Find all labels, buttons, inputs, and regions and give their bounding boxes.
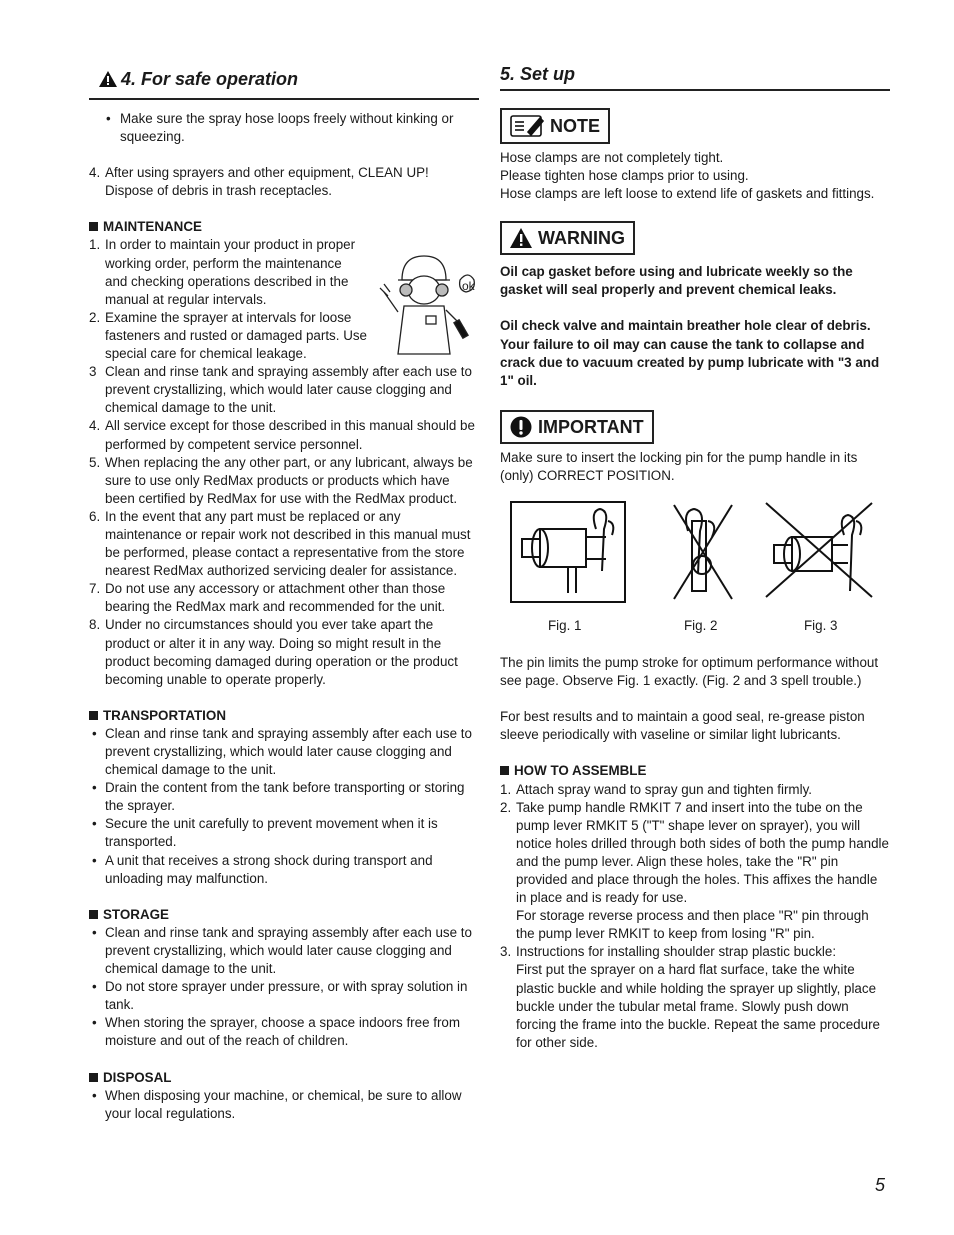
disposal-list [89, 1087, 479, 1123]
transportation-heading: TRANSPORTATION [89, 707, 479, 725]
storage-list [89, 924, 479, 1051]
list-item: • When storing the sprayer, choose a space indoors free from moisture and out of the reach of children. [92, 1015, 461, 1049]
list-item: • Drain the content from the tank before transporting or storing the sprayer. [92, 780, 465, 814]
list-item: 7. Do not use any accessory or attachment other than those bearing the RedMax mark and recommended for the unit. [89, 581, 446, 615]
list-item [89, 164, 479, 200]
note-label: NOTE [550, 116, 601, 136]
grease-paragraph: For best results and to maintain a good seal, re-grease piston sleeve periodically with vaseline or similar light lubricants. [500, 709, 865, 743]
transportation-list [89, 725, 479, 888]
list-item: • When disposing your machine, or chemical, be sure to allow your local regulations. [92, 1087, 462, 1121]
list-item: • Do not store sprayer under pressure, or with spray solution in tank. [92, 979, 468, 1013]
figure-2-caption: Fig. 2 [684, 618, 718, 634]
list-item: 8. Under no circumstances should you ever take apart the product or alter it in any way. Doing so might result in the product becoming damaged during operation or the product becoming unable to operate properly. [89, 617, 458, 687]
warning-label: WARNING [538, 228, 625, 249]
pin-paragraph: The pin limits the pump stroke for optimum performance without see page. Observe Fig. 1 exactly. (Fig. 2 and 3 spell trouble.) [500, 655, 879, 689]
section-heading-setup [500, 60, 890, 91]
list-item: 1. In order to maintain your product in proper working order, perform the maintenance and checking operations described in the manual at regular intervals. [89, 237, 356, 307]
list-item: 5. When replacing the any other part, or any lubricant, always be sure to use only RedMax products or products which have been certified by RedMax for use with the RedMax product. [89, 454, 473, 506]
note-icon [510, 114, 544, 138]
storage-heading: STORAGE [89, 906, 479, 924]
list-item-text: After using sprayers and other equipment, CLEAN UP! Dispose of debris in trash receptacles. [105, 165, 429, 199]
list-item: • Secure the unit carefully to prevent movement when it is transported. [92, 816, 438, 850]
figure-2-incorrect [672, 501, 734, 608]
section-heading-text: 4. For safe operation [121, 69, 299, 89]
figure-3-incorrect [764, 501, 874, 608]
list-item-text: Make sure the spray hose loops freely without kinking or squeezing. [120, 111, 454, 145]
list-item: 2. Examine the sprayer at intervals for loose fasteners and rusted or damaged parts. Use special care for chemical leakage. [89, 309, 368, 362]
worker-illustration [378, 250, 478, 363]
left-column [89, 60, 479, 1123]
list-item: 2. Take pump handle RMKIT 7 and insert into the tube on the pump lever RMKIT 5 ("T" shape lever on sprayer), you will notice holes drilled through both sides of both the pump handle and the pump lever. Align these holes, take the "R" pin provided and place through the holes. This affixes the handle in place and is ready for use. For storage reverse process and then place "R" pin through the pump lever RMKIT to keep from losing "R" pin. [500, 799, 889, 942]
warning-triangle-icon [510, 228, 532, 248]
list-item: 3 Clean and rinse tank and spraying assembly after each use to prevent crystallizing, which would later cause clogging and chemical damage to the unit. [89, 364, 472, 416]
exclamation-icon [510, 416, 532, 438]
list-item: 1. Attach spray wand to spray gun and tighten firmly. [500, 781, 812, 797]
list-item: 3. Instructions for installing shoulder strap plastic buckle: First put the sprayer on a hard flat surface, take the white plastic buckle and while holding the sprayer up slightly, place buckle under the tubular metal frame. Slowly push down forcing the frame into the buckle. Repeat the same procedure for other side. [500, 944, 880, 1050]
list-item: • Clean and rinse tank and spraying assembly after each use to prevent crystallizing, which would later cause clogging and chemical damage to the unit. [92, 725, 472, 778]
bullet: • [106, 111, 111, 126]
list-item: • A unit that receives a strong shock during transport and unloading may malfunction. [92, 852, 433, 886]
assemble-list [500, 781, 890, 1052]
svg-text:ok: ok [462, 279, 475, 293]
list-item: 6. In the event that any part must be replaced or any maintenance or repair work not described in this manual must be performed, please contact a representative from the store nearest RedMax authorized servicing dealer for assistance. [89, 508, 471, 579]
maintenance-heading: MAINTENANCE [89, 218, 479, 236]
warning-callout [500, 221, 635, 255]
right-column [500, 60, 890, 1052]
important-text: Make sure to insert the locking pin for the pump handle in its (only) CORRECT POSITION. [500, 449, 858, 483]
warning-triangle-icon [99, 70, 117, 92]
item-number: 4. [89, 165, 101, 181]
disposal-heading: DISPOSAL [89, 1069, 479, 1087]
figure-1-correct [510, 501, 626, 608]
warning-paragraph: Oil check valve and maintain breather hole clear of debris. Your failure to oil may can cause the tank to collapse and crack due to vacuum created by pump lubricate with "3 and 1" oil. [500, 318, 880, 388]
warning-paragraph: Oil cap gasket before using and lubricate weekly so the gasket will seal properly and prevent chemical leaks. [500, 264, 853, 298]
note-text: Hose clamps are not completely tight. Please tighten hose clamps prior to using. Hose clamps are left loose to extend life of gaskets and fittings. [500, 150, 875, 202]
list-item: • Clean and rinse tank and spraying assembly after each use to prevent crystallizing, which would later cause clogging and chemical damage to the unit. [92, 924, 472, 977]
important-label: IMPORTANT [538, 416, 644, 437]
section-heading-text: 5. Set up [500, 64, 576, 84]
figure-3-caption: Fig. 3 [804, 618, 838, 634]
list-item [89, 110, 479, 146]
figure-1-caption: Fig. 1 [548, 618, 582, 634]
figure-row [500, 501, 890, 636]
section-heading-safe-operation [89, 60, 479, 100]
page-number: 5 [875, 1175, 886, 1195]
list-item: 4. All service except for those described in this manual should be performed by competent service personnel. [89, 418, 475, 452]
note-callout [500, 108, 610, 144]
assemble-heading: HOW TO ASSEMBLE [500, 762, 890, 780]
important-callout [500, 410, 654, 444]
